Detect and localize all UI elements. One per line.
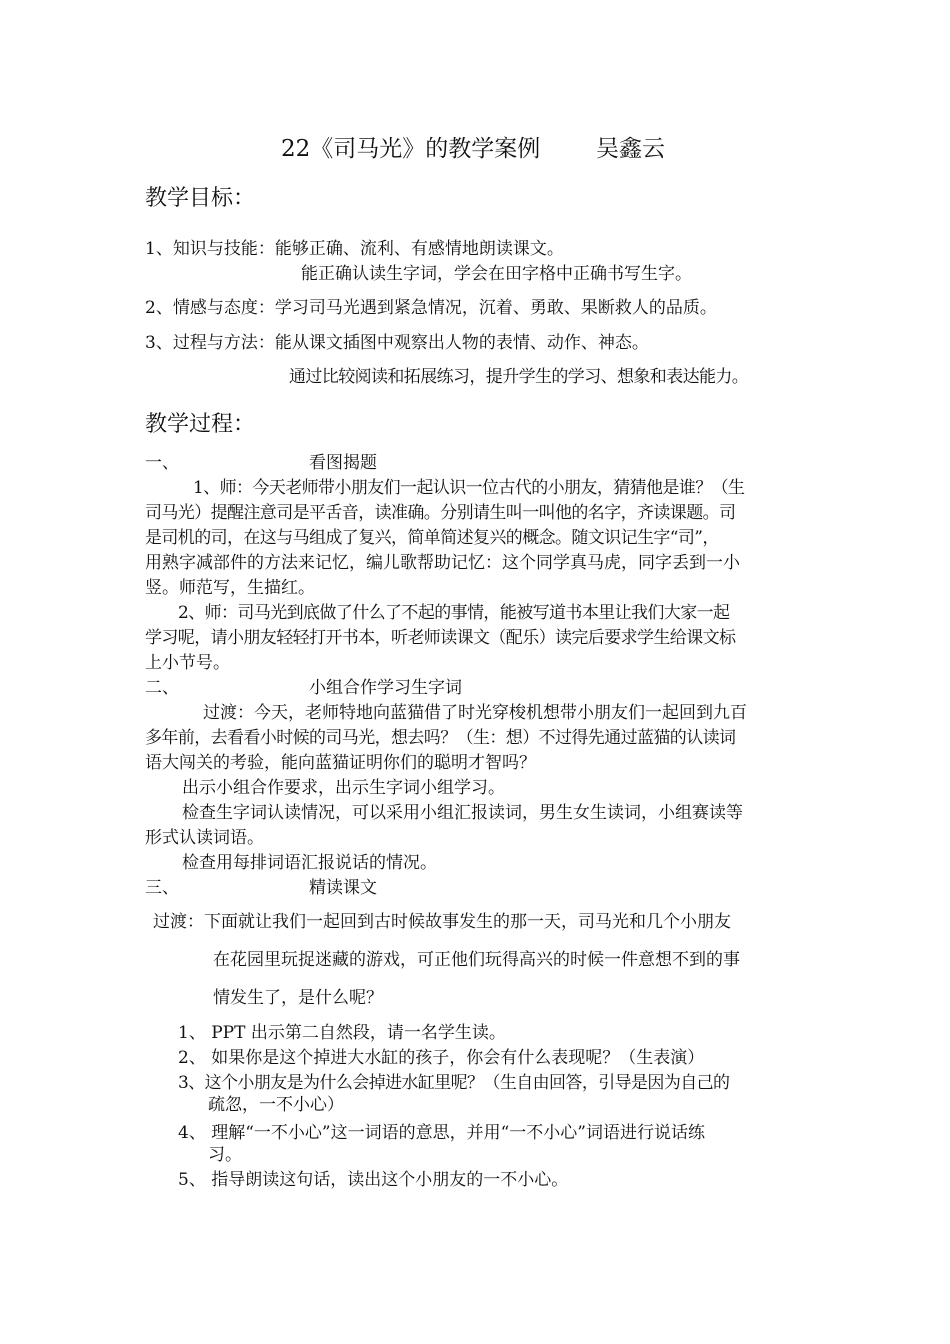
list-item: 5、 指导朗读这句话，读出这个小朋友的一不小心。 <box>178 1170 569 1190</box>
section-number: 一、 <box>145 453 179 473</box>
paragraph-line: 竖。师范写，生描红。 <box>145 578 315 598</box>
goal-line: 2、情感与态度：学习司马光遇到紧急情况，沉着、勇敢、果断救人的品质。 <box>145 298 717 318</box>
paragraph-line: 情发生了，是什么呢？ <box>213 988 383 1008</box>
paragraph-line: 过渡：今天，老师特地向蓝猫借了时光穿梭机想带小朋友们一起回到九百 <box>203 703 747 723</box>
paragraph-line: 学习呢，请小朋友轻轻打开书本，听老师读课文（配乐）读完后要求学生给课文标 <box>145 628 736 648</box>
paragraph-line: 检查用每排词语汇报说话的情况。 <box>182 853 437 873</box>
document-author: 吴鑫云 <box>596 136 665 162</box>
document-title: 22《司马光》的教学案例 <box>281 136 541 162</box>
paragraph-line: 出示小组合作要求，出示生字词小组学习。 <box>182 778 505 798</box>
section-number: 三、 <box>145 878 179 898</box>
section-title: 精读课文 <box>309 878 377 898</box>
paragraph-line: 上小节号。 <box>145 653 230 673</box>
list-item: 2、 如果你是这个掉进大水缸的孩子，你会有什么表现呢？（生表演） <box>178 1048 705 1068</box>
section-number: 二、 <box>145 678 179 698</box>
paragraph-line: 形式认读词语。 <box>145 828 264 848</box>
goal-line: 能正确认读生字词，学会在田字格中正确书写生字。 <box>301 264 692 284</box>
process-heading: 教学过程： <box>145 412 256 437</box>
paragraph-line: 用熟字减部件的方法来记忆，编儿歌帮助记忆：这个同学真马虎，同字丢到一小 <box>145 553 740 573</box>
paragraph-line: 语大闯关的考验，能向蓝猫证明你们的聪明才智吗？ <box>145 753 536 773</box>
paragraph-line: 是司机的司，在这与马组成了复兴，简单简述复兴的概念。随文识记生字“司”， <box>145 528 719 548</box>
section-title: 看图揭题 <box>309 453 377 473</box>
goal-line: 1、知识与技能：能够正确、流利、有感情地朗读课文。 <box>145 239 564 259</box>
paragraph-line: 过渡：下面就让我们一起回到古时候故事发生的那一天，司马光和几个小朋友 <box>153 912 731 932</box>
paragraph-line: 2、师：司马光到底做了什么了不起的事情，能被写道书本里让我们大家一起 <box>178 603 730 623</box>
list-item: 4、 理解“一不小心”这一词语的意思，并用“一不小心”词语进行说话练 <box>178 1123 705 1143</box>
list-item: 疏忽，一不小心） <box>208 1095 344 1115</box>
list-item: 3、这个小朋友是为什么会掉进水缸里呢？（生自由回答，引导是因为自己的 <box>178 1073 730 1093</box>
paragraph-line: 在花园里玩捉迷藏的游戏，可正他们玩得高兴的时候一件意想不到的事 <box>213 950 740 970</box>
list-item: 1、 PPT 出示第二自然段，请一名学生读。 <box>178 1023 506 1043</box>
paragraph-line: 检查生字词认读情况，可以采用小组汇报读词，男生女生读词，小组赛读等 <box>182 803 743 823</box>
goals-heading: 教学目标： <box>145 186 256 211</box>
paragraph-line: 1、师：今天老师带小朋友们一起认识一位古代的小朋友，猜猜他是谁？（生 <box>193 478 745 498</box>
goal-line: 3、过程与方法：能从课文插图中观察出人物的表情、动作、神态。 <box>145 333 649 353</box>
paragraph-line: 司马光）提醒注意司是平舌音，读准确。分别请生叫一叫他的名字，齐读课题。司 <box>145 503 736 523</box>
paragraph-line: 多年前，去看看小时候的司马光，想去吗？（生：想）不过得先通过蓝猫的认读词 <box>145 728 736 748</box>
goal-line: 通过比较阅读和拓展练习，提升学生的学习、想象和表达能力。 <box>289 367 749 387</box>
list-item: 习。 <box>208 1145 242 1165</box>
section-title: 小组合作学习生字词 <box>309 678 462 698</box>
